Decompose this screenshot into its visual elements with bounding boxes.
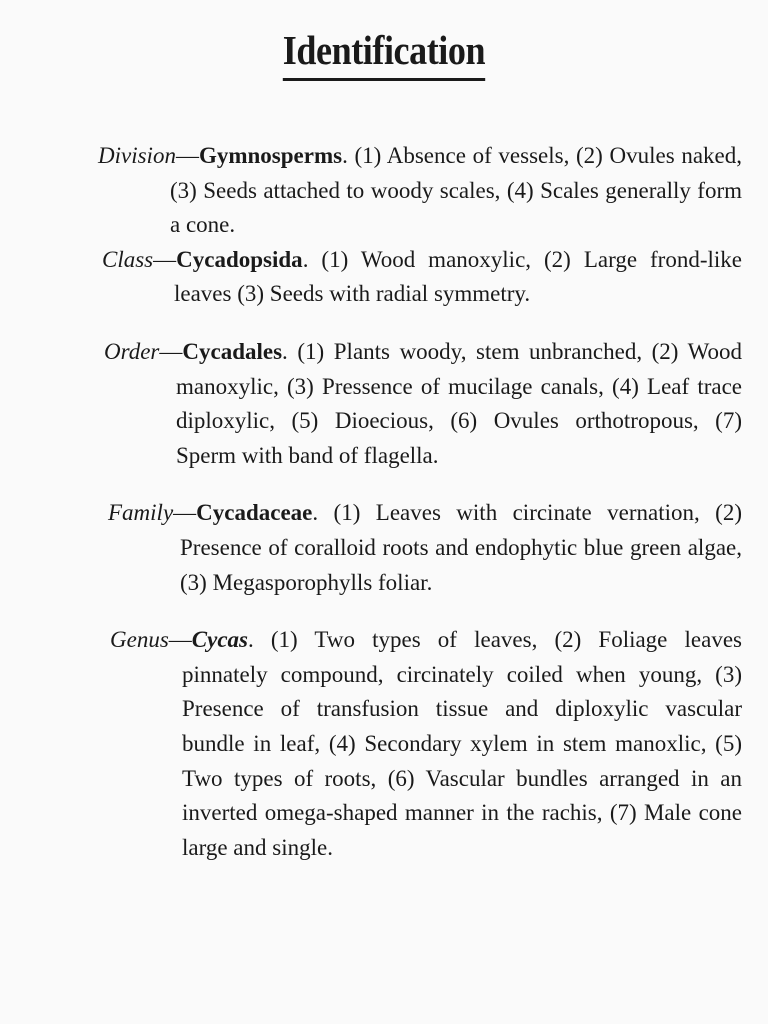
- rank-label: Division: [98, 143, 176, 168]
- entry-description: . (1) Plants woody, stem unbranched, (2) Wood manoxylic, (3) Pressence of mucilage canals, (4) Leaf trace diploxylic, (5) Dioecious, (6) Ovules orthotropous, (7) Sperm with band of flagella.: [176, 338, 742, 468]
- taxon-name: Cycadopsida: [176, 246, 303, 272]
- entry-family: [108, 496, 742, 600]
- title-container: [0, 26, 768, 81]
- entry-description: . (1) Absence of vessels, (2) Ovules naked, (3) Seeds attached to woody scales, (4) Scales generally form a cone.: [170, 143, 742, 238]
- rank-dash: —: [173, 500, 197, 526]
- taxon-name: Cycadales: [182, 338, 283, 364]
- entry-description: . (1) Leaves with circinate vernation, (2) Presence of coralloid roots and endophytic blue green algae, (3) Megasporophylls foliar.: [180, 500, 742, 595]
- rank-label: Family: [108, 500, 174, 526]
- rank-label: Order: [104, 338, 160, 364]
- rank-dash: —: [159, 338, 183, 364]
- entry-class: [102, 243, 742, 312]
- rank-dash: —: [153, 246, 177, 272]
- entry-genus: [110, 623, 742, 865]
- entry-description: . (1) Wood manoxylic, (2) Large frond-like leaves (3) Seeds with radial symmetry.: [174, 246, 742, 307]
- taxon-name: Cycas: [191, 627, 248, 653]
- identification-list: [98, 116, 742, 865]
- rank-dash: —: [175, 143, 199, 168]
- entry-description: . (1) Two types of leaves, (2) Foliage leaves pinnately compound, circinately coiled when young, (3) Presence of transfusion tissue and diploxylic vascular bundle in leaf, (4) Secondary xylem in stem manoxlic, (5) Two types of roots, (6) Vascular bundles arranged in an inverted omega-shaped manner in the rachis, (7) Male cone large and single.: [182, 627, 742, 860]
- rank-dash: —: [168, 627, 192, 653]
- entry-order: [104, 335, 742, 473]
- rank-label: Class: [102, 246, 154, 272]
- page-title: Identification: [283, 26, 485, 81]
- taxon-name: Cycadaceae: [196, 500, 313, 526]
- taxon-name: Gymnosperms: [198, 143, 343, 168]
- entry-division: [98, 139, 742, 243]
- rank-label: Genus: [110, 627, 169, 653]
